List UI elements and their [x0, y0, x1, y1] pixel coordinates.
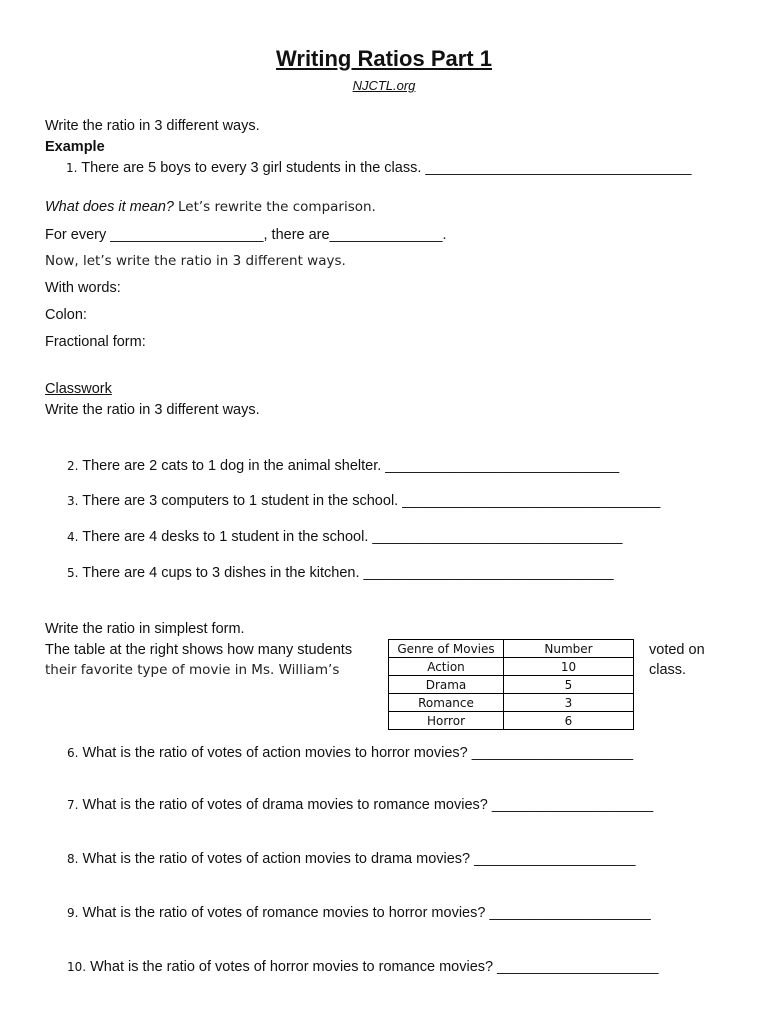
- question-text: There are 5 boys to every 3 girl students in the class. _________________________________: [81, 160, 692, 176]
- table-intro-line2-end: class.: [649, 662, 687, 678]
- question-text: What is the ratio of votes of action movies to horror movies? ____________________: [82, 745, 634, 761]
- table-header-row: [389, 640, 634, 658]
- page-title: Writing Ratios Part 1: [276, 46, 492, 71]
- classwork-item: [67, 529, 622, 545]
- example-question: [66, 160, 692, 176]
- meaning-question: What does it mean?: [45, 199, 174, 215]
- simplest-question: [67, 905, 651, 921]
- with-words-label: With words:: [45, 280, 121, 296]
- question-number: 3.: [67, 494, 79, 508]
- question-number: 1.: [66, 161, 78, 175]
- question-text: What is the ratio of votes of drama movies to romance movies? ____________________: [82, 797, 654, 813]
- classwork-item: [67, 458, 619, 474]
- question-number: 10.: [67, 960, 87, 974]
- table-row: [389, 694, 634, 712]
- question-number: 8.: [67, 852, 79, 866]
- table-intro-line1: The table at the right shows how many students: [45, 642, 353, 658]
- page-subtitle: NJCTL.org: [352, 78, 416, 93]
- question-text: What is the ratio of votes of romance movies to horror movies? ____________________: [82, 905, 651, 921]
- number-cell: 10: [504, 658, 634, 676]
- table-row: [389, 676, 634, 694]
- table-row: [389, 712, 634, 730]
- now-write-line: Now, let’s write the ratio in 3 different ways.: [45, 253, 346, 269]
- simplest-question: [67, 959, 658, 975]
- number-cell: 3: [504, 694, 634, 712]
- question-number: 7.: [67, 798, 79, 812]
- question-text: There are 2 cats to 1 dog in the animal shelter. _____________________________: [82, 458, 620, 474]
- header-number: Number: [504, 640, 634, 658]
- question-text: There are 4 cups to 3 dishes in the kitchen. _______________________________: [82, 565, 614, 581]
- simplest-question: [67, 797, 653, 813]
- genre-cell: Horror: [389, 712, 504, 730]
- header-genre: Genre of Movies: [389, 640, 504, 658]
- meaning-rest: Let’s rewrite the comparison.: [178, 199, 376, 215]
- table-intro-line1-end: voted on: [649, 642, 705, 658]
- genre-cell: Romance: [389, 694, 504, 712]
- classwork-instruction: Write the ratio in 3 different ways.: [45, 402, 260, 418]
- for-every-line: For every ___________________, there are______________.: [45, 227, 447, 243]
- fractional-label: Fractional form:: [45, 334, 146, 350]
- question-text: There are 4 desks to 1 student in the school. _______________________________: [82, 529, 623, 545]
- question-text: There are 3 computers to 1 student in the school. ________________________________: [82, 493, 661, 509]
- colon-label: Colon:: [45, 307, 87, 323]
- classwork-item: [67, 565, 614, 581]
- number-cell: 6: [504, 712, 634, 730]
- question-number: 4.: [67, 530, 79, 544]
- table-intro-line2: their favorite type of movie in Ms. William’s: [45, 662, 340, 678]
- table-row: [389, 658, 634, 676]
- simplest-question: [67, 745, 633, 761]
- simplest-instruction: Write the ratio in simplest form.: [45, 621, 245, 637]
- classwork-item: [67, 493, 660, 509]
- intro-instruction: Write the ratio in 3 different ways.: [45, 118, 260, 134]
- question-number: 2.: [67, 459, 79, 473]
- question-number: 9.: [67, 906, 79, 920]
- number-cell: 5: [504, 676, 634, 694]
- question-number: 5.: [67, 566, 79, 580]
- classwork-heading: Classwork: [45, 381, 112, 397]
- simplest-question: [67, 851, 635, 867]
- question-text: What is the ratio of votes of action movies to drama movies? ____________________: [82, 851, 636, 867]
- question-number: 6.: [67, 746, 79, 760]
- movie-votes-table: [388, 639, 634, 730]
- question-text: What is the ratio of votes of horror movies to romance movies? ____________________: [90, 959, 659, 975]
- example-label: Example: [45, 139, 105, 155]
- genre-cell: Action: [389, 658, 504, 676]
- meaning-line: [45, 199, 376, 215]
- genre-cell: Drama: [389, 676, 504, 694]
